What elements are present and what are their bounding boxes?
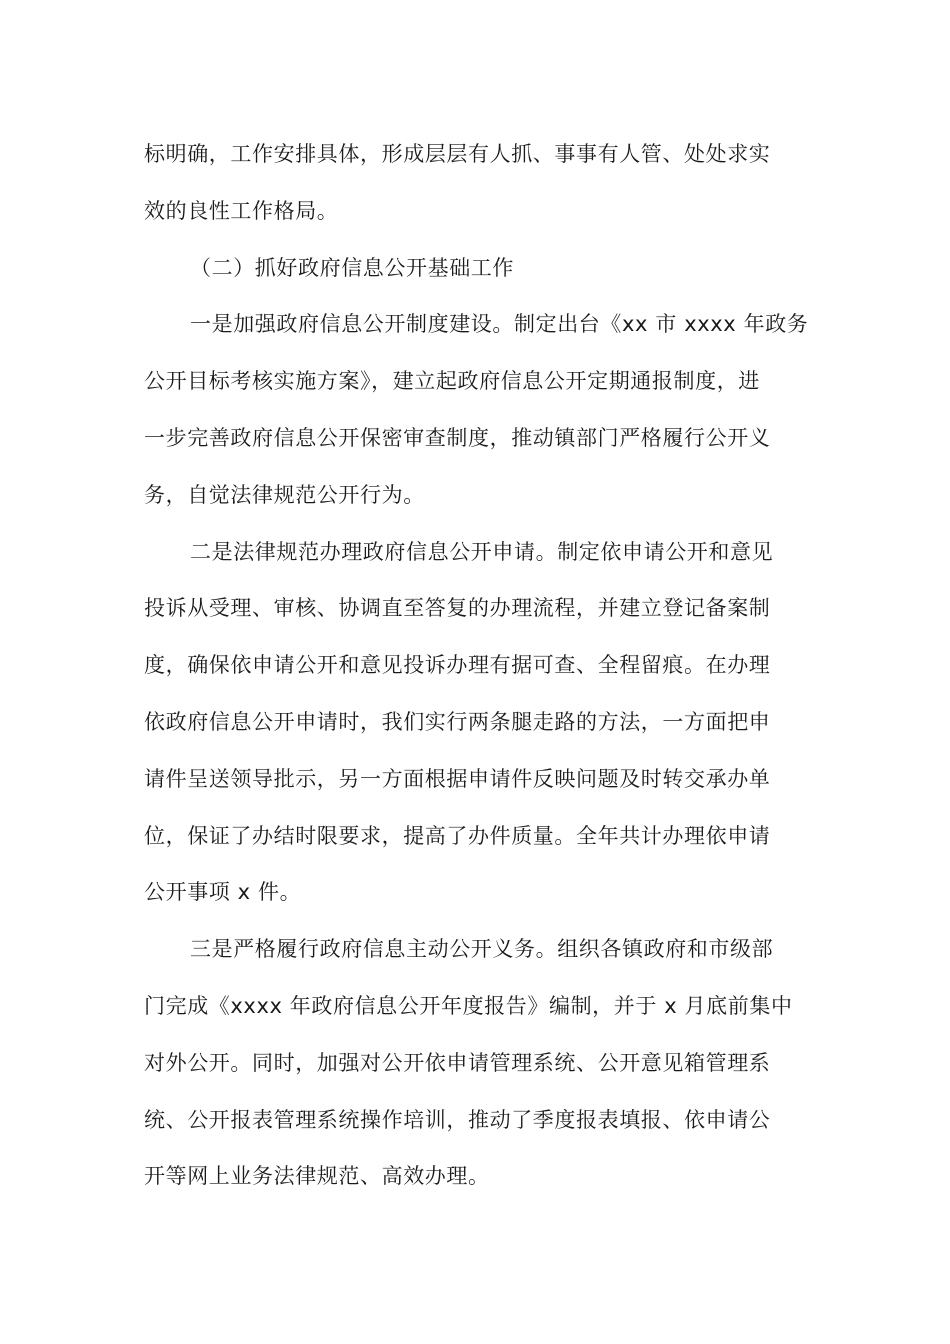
text-line: 门完成《xxxx 年政府信息公开年度报告》编制，并于 x 月底前集中 xyxy=(144,993,793,1018)
paragraph-point-two xyxy=(144,524,806,922)
text-line: 效的良性工作格局。 xyxy=(144,198,339,223)
section-heading xyxy=(144,240,806,297)
text-line: 公开目标考核实施方案》，建立起政府信息公开定期通报制度，进 xyxy=(144,369,760,394)
text-line: 公开事项 x 件。 xyxy=(144,880,302,905)
paragraph-intro-tail xyxy=(144,126,806,240)
text-line: 请件呈送领导批示，另一方面根据申请件反映问题及时转交承办单 xyxy=(144,766,771,791)
text-line: 三是严格履行政府信息主动公开义务。组织各镇政府和市级部 xyxy=(190,937,774,962)
paragraph-point-three xyxy=(144,921,806,1205)
text-line: 投诉从受理、审核、协调直至答复的办理流程，并建立登记备案制 xyxy=(144,596,771,621)
text-line: 统、公开报表管理系统操作培训，推动了季度报表填报、依申请公 xyxy=(144,1107,771,1132)
document-body xyxy=(144,126,809,1205)
text-line: 度，确保依申请公开和意见投诉办理有据可查、全程留痕。在办理 xyxy=(144,653,771,678)
text-line: 依政府信息公开申请时，我们实行两条腿走路的方法，一方面把申 xyxy=(144,709,771,734)
text-line: 一是加强政府信息公开制度建设。制定出台《xx 市 xxxx 年政务 xyxy=(190,312,809,337)
text-line: 位，保证了办结时限要求，提高了办件质量。全年共计办理依申请 xyxy=(144,823,771,848)
text-line: 标明确，工作安排具体，形成层层有人抓、事事有人管、处处求实 xyxy=(144,142,771,166)
paragraph-point-one xyxy=(144,296,809,523)
heading-line: （二）抓好政府信息公开基础工作 xyxy=(190,255,514,280)
text-line: 一步完善政府信息公开保密审查制度，推动镇部门严格履行公开义 xyxy=(144,425,771,450)
text-line: 对外公开。同时，加强对公开依申请管理系统、公开意见箱管理系 xyxy=(144,1050,771,1075)
text-line: 务，自觉法律规范公开行为。 xyxy=(144,482,425,507)
text-line: 二是法律规范办理政府信息公开申请。制定依申请公开和意见 xyxy=(190,539,774,564)
text-line: 开等网上业务法律规范、高效办理。 xyxy=(144,1164,490,1189)
